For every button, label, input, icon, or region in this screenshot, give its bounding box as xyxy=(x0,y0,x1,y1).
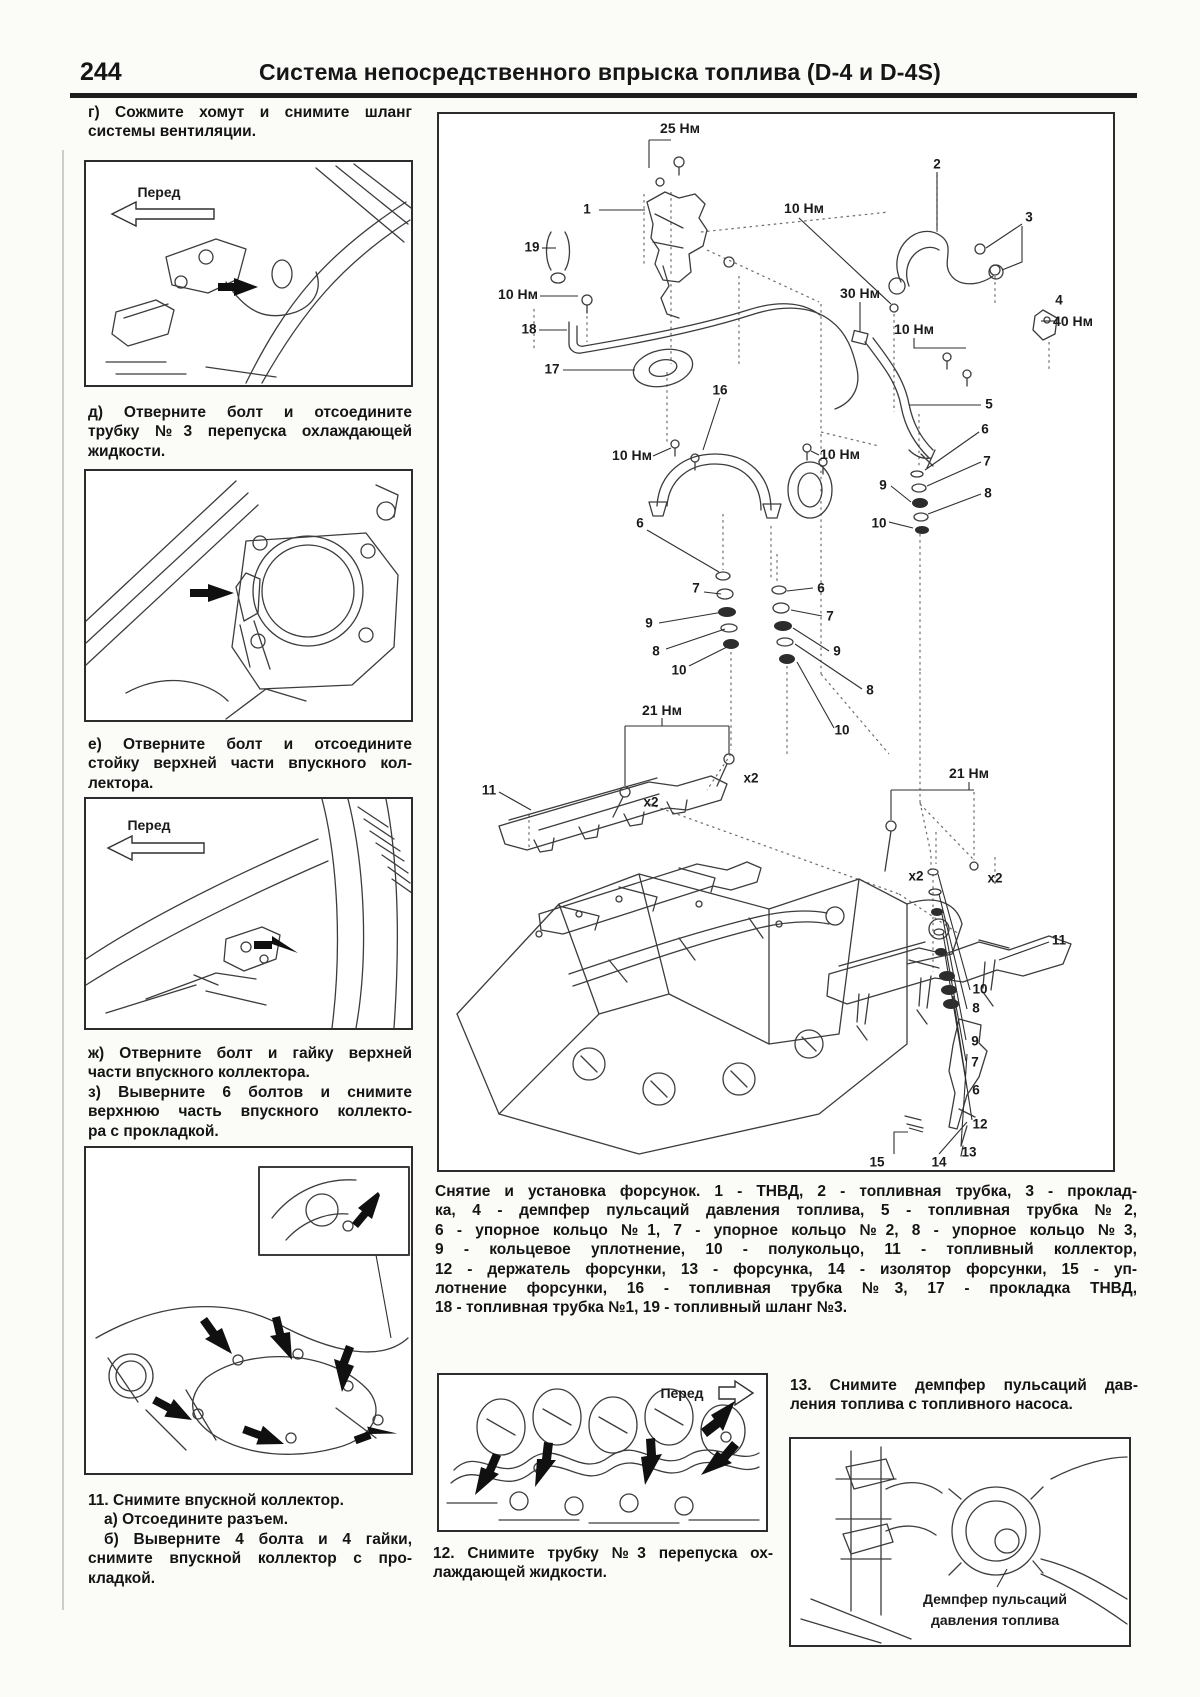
text-line: части впускного коллектора. xyxy=(88,1064,310,1082)
pointer-arrow xyxy=(535,1442,556,1487)
text-line: лаждающей жидкости. xyxy=(433,1564,607,1582)
count-x2: x2 xyxy=(643,794,659,810)
illustration-coolant-pipe xyxy=(84,469,413,722)
part-9: 9 xyxy=(833,643,841,659)
part-19: 19 xyxy=(524,239,540,255)
part-10: 10 xyxy=(972,981,988,997)
torque-30nm: 30 Нм xyxy=(840,285,880,301)
pointer-arrow xyxy=(701,1441,739,1475)
text-line: ра с прокладкой. xyxy=(88,1122,219,1140)
torque-10nm: 10 Нм xyxy=(820,446,860,462)
part-9: 9 xyxy=(879,477,887,493)
text-line: 12 - держатель форсунки, 13 - форсунка, 14 - изолятор форсунки, 15 - уп- xyxy=(435,1260,1137,1278)
text-line: 6 - упорное кольцо №1, 7 - упорное кольцо №2, 8 - упорное кольцо №3, xyxy=(435,1221,1137,1239)
pointer-arrow xyxy=(352,1418,397,1448)
text-line: ж) Отверните болт и гайку верхней xyxy=(88,1045,412,1062)
front-arrow-icon xyxy=(719,1381,753,1405)
text-line: з) Выверните 6 болтов и снимите xyxy=(88,1083,412,1101)
part-10: 10 xyxy=(671,662,687,678)
step-13-text xyxy=(790,1376,1138,1415)
text-line: лотнение форсунки, 16 - топливная трубка №3, 17 - прокладка ТНВД, xyxy=(435,1280,1137,1298)
part-10: 10 xyxy=(834,722,850,738)
illustration-vent-hose xyxy=(84,160,413,387)
part-17: 17 xyxy=(544,361,560,377)
part-6: 6 xyxy=(636,515,644,531)
step-11-text xyxy=(88,1491,412,1588)
front-arrow-icon xyxy=(108,836,204,860)
part-11: 11 xyxy=(1051,932,1067,948)
part-13: 13 xyxy=(961,1144,977,1160)
part-15: 15 xyxy=(869,1154,885,1170)
pointer-arrow xyxy=(218,278,258,296)
part-3: 3 xyxy=(1025,209,1033,225)
pointer-arrow xyxy=(475,1453,501,1495)
pointer-arrow xyxy=(334,1345,354,1392)
pointer-arrow xyxy=(200,1317,232,1354)
count-x2: x2 xyxy=(743,770,759,786)
text-line: 12. Снимите трубку №3 перепуска ох- xyxy=(433,1545,773,1562)
part-2: 2 xyxy=(933,156,941,172)
page-title: Система непосредственного впрыска топлива (D-4 и D-4S) xyxy=(258,59,942,85)
pointer-arrow xyxy=(254,936,298,953)
part-7: 7 xyxy=(971,1054,979,1070)
torque-10nm: 10 Нм xyxy=(612,447,652,463)
step-e-text xyxy=(88,735,412,793)
part-18: 18 xyxy=(521,321,537,337)
step-d-text xyxy=(88,403,412,461)
exploded-diagram-injectors xyxy=(437,112,1115,1172)
pointer-arrow xyxy=(240,1420,287,1454)
torque-10nm: 10 Нм xyxy=(784,200,824,216)
text-line: трубку №3 перепуска охлаждающей xyxy=(88,423,412,441)
damper-label-line2: давления топлива xyxy=(930,1612,1060,1628)
text-line: ка, 4 - демпфер пульсаций давления топлива, 5 - топливная трубка №2, xyxy=(435,1202,1137,1220)
text-line: е) Отверните болт и отсоедините xyxy=(88,736,412,753)
scan-edge-artifact xyxy=(62,150,64,1610)
part-16: 16 xyxy=(712,382,728,398)
part-1: 1 xyxy=(583,201,591,217)
engine-line-art xyxy=(86,162,411,385)
text-line: 13. Снимите демпфер пульсаций дав- xyxy=(790,1377,1138,1394)
count-x2: x2 xyxy=(908,868,924,884)
part-12: 12 xyxy=(972,1116,988,1132)
torque-25nm: 25 Нм xyxy=(660,120,700,136)
illustration-manifold-stay xyxy=(84,797,413,1030)
part-14: 14 xyxy=(931,1154,947,1170)
text-line: 9 - кольцевое уплотнение, 10 - полукольцо, 11 - топливный коллектор, xyxy=(435,1241,1137,1259)
step-zh-z-text xyxy=(88,1044,412,1141)
text-line: снимите впускной коллектор с про- xyxy=(88,1550,412,1568)
torque-21nm: 21 Нм xyxy=(949,765,989,781)
part-10: 10 xyxy=(871,515,887,531)
front-direction-label: Перед xyxy=(127,817,171,833)
text-line: г) Сожмите хомут и снимите шланг xyxy=(88,104,412,121)
text-line: б) Выверните 4 болта и 4 гайки, xyxy=(104,1530,412,1548)
pointer-arrow xyxy=(270,1316,292,1360)
text-line: ления топлива с топливного насоса. xyxy=(790,1396,1073,1414)
page-number: 244 xyxy=(80,58,122,86)
torque-21nm: 21 Нм xyxy=(642,702,682,718)
front-direction-label: Перед xyxy=(660,1385,704,1401)
step-12-text xyxy=(433,1544,773,1583)
illustration-coolant-bypass xyxy=(437,1373,768,1532)
damper-label-line1: Демпфер пульсаций xyxy=(923,1591,1067,1607)
text-line: а) Отсоедините разъем. xyxy=(104,1511,289,1529)
engine-line-art xyxy=(439,1375,766,1530)
text-line: Снятие и установка форсунок. 1 - ТНВД, 2 - топливная трубка, 3 - проклад- xyxy=(435,1183,1137,1200)
count-x2: x2 xyxy=(987,870,1003,886)
torque-10nm: 10 Нм xyxy=(894,321,934,337)
engine-line-art xyxy=(86,471,411,720)
pointer-arrow xyxy=(701,1401,735,1437)
part-9: 9 xyxy=(971,1033,979,1049)
text-line: жидкости. xyxy=(88,442,166,460)
front-direction-label: Перед xyxy=(137,184,181,200)
pointer-arrow xyxy=(641,1438,662,1485)
text-line: кладкой. xyxy=(88,1569,156,1587)
text-line: верхнюю часть впускного коллекто- xyxy=(88,1103,412,1121)
part-7: 7 xyxy=(692,580,700,596)
torque-40nm: 40 Нм xyxy=(1053,313,1093,329)
text-line: лектора. xyxy=(88,774,154,792)
text-line: 18 - топливная трубка №1, 19 - топливный шланг №3. xyxy=(435,1299,847,1317)
part-8: 8 xyxy=(972,1000,980,1016)
part-8: 8 xyxy=(652,643,660,659)
front-arrow-icon xyxy=(112,202,214,226)
text-line: системы вентиляции. xyxy=(88,123,256,141)
diagram-caption xyxy=(435,1182,1137,1318)
header-rule xyxy=(70,93,1137,98)
text-line: д) Отверните болт и отсоедините xyxy=(88,404,412,421)
exploded-diagram-art xyxy=(439,114,1113,1170)
part-5: 5 xyxy=(985,396,993,412)
part-11: 11 xyxy=(481,782,497,798)
pointer-arrow xyxy=(190,584,234,602)
text-line: 11. Снимите впускной коллектор. xyxy=(88,1492,344,1509)
text-line: стойку верхней части впускного кол- xyxy=(88,755,412,773)
part-7: 7 xyxy=(983,453,991,469)
part-6: 6 xyxy=(817,580,825,596)
step-g-text xyxy=(88,103,412,142)
illustration-pulsation-damper xyxy=(789,1437,1131,1647)
engine-line-art xyxy=(86,1148,411,1473)
part-6: 6 xyxy=(981,421,989,437)
torque-10nm: 10 Нм xyxy=(498,286,538,302)
part-7: 7 xyxy=(826,608,834,624)
pointer-arrow xyxy=(352,1192,380,1228)
part-8: 8 xyxy=(866,682,874,698)
illustration-manifold-removal xyxy=(84,1146,413,1475)
part-8: 8 xyxy=(984,485,992,501)
part-6: 6 xyxy=(972,1082,980,1098)
engine-line-art xyxy=(86,799,411,1028)
part-9: 9 xyxy=(645,615,653,631)
part-4: 4 xyxy=(1055,292,1063,308)
